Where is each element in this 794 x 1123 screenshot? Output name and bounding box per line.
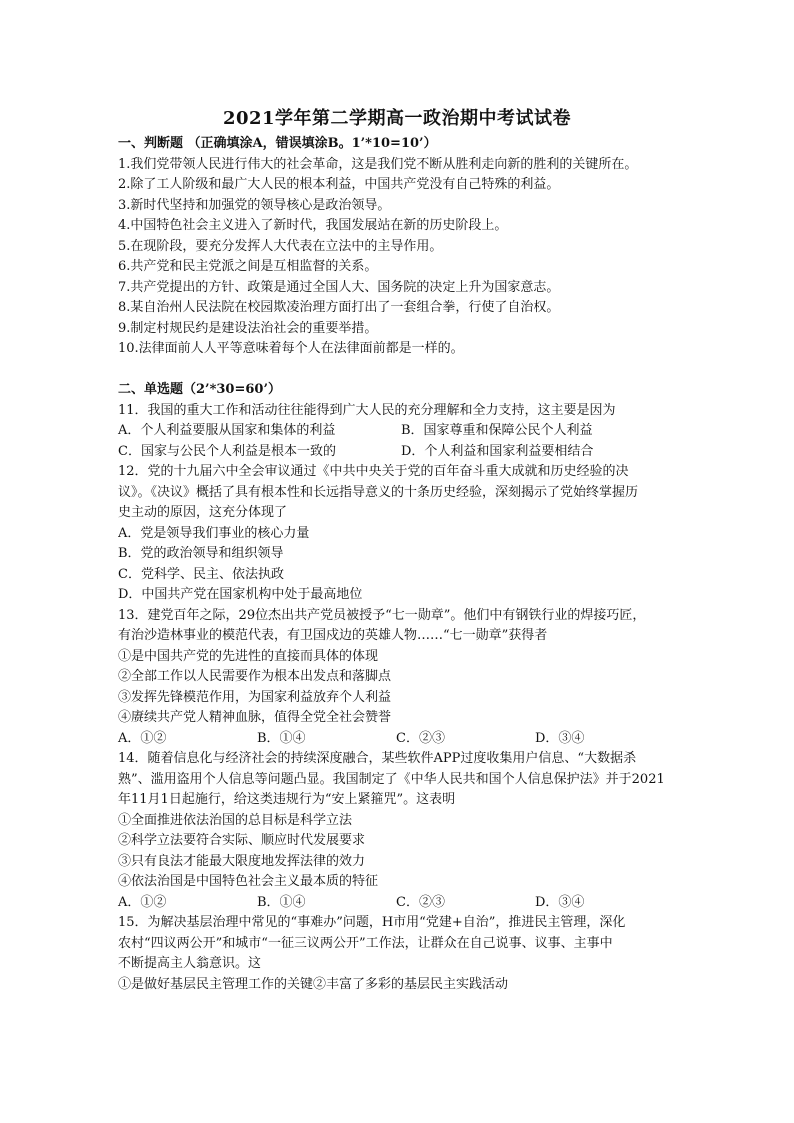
question-14-statement-3: ③只有良法才能最大限度地发挥法律的效力 xyxy=(118,853,366,869)
question-14-statement-2: ②科学立法要符合实际、顺应时代发展要求 xyxy=(118,833,366,848)
question-13-option-a: A．①② xyxy=(118,730,167,746)
page-title: 2021学年第二学期高一政治期中考试试卷 xyxy=(222,108,572,129)
question-12-stem-line-3: 史主动的原因，这充分体现了 xyxy=(118,505,288,520)
question-13-statement-1: ①是中国共产党的先进性的直接而具体的体现 xyxy=(118,648,379,664)
question-13-statement-2: ②全部工作以人民需要作为根本出发点和落脚点 xyxy=(118,669,392,684)
question-13-option-b: B．①④ xyxy=(257,730,306,746)
question-15-statements-1-2: ①是做好基层民主管理工作的关键②丰富了多彩的基层民主实践活动 xyxy=(118,976,509,992)
judgment-item-2: 2.除了工人阶级和最广大人民的根本利益，中国共产党没有自己特殊的利益。 xyxy=(118,177,560,192)
question-13-options xyxy=(118,729,684,750)
section-1-header: 一、判断题 （正确填涂A，错误填涂B。1’*10=10’） xyxy=(118,136,437,151)
question-11-options-row-1 xyxy=(118,421,684,442)
question-12-option-c: C．党科学、民主、依法执政 xyxy=(118,566,284,582)
question-12-option-d: D．中国共产党在国家机构中处于最高地位 xyxy=(118,587,363,602)
question-13-statement-4: ④赓续共产党人精神血脉，值得全党全社会赞誉 xyxy=(118,710,392,725)
question-14-option-c: C．②③ xyxy=(396,894,445,910)
question-11-options-row-2 xyxy=(118,442,684,463)
question-13-option-c: C．②③ xyxy=(396,730,445,746)
question-11-option-b: B．国家尊重和保障公民个人利益 xyxy=(401,423,593,438)
section-spacer xyxy=(118,360,684,381)
judgment-item-6: 6.共产党和民主党派之间是互相监督的关系。 xyxy=(118,259,378,274)
question-14-stem-line-2: 熟”、滥用盗用个人信息等问题凸显。我国制定了《中华人民共和国个人信息保护法》并于2021 xyxy=(118,771,665,787)
judgment-item-10: 10.法律面前人人平等意味着每个人在法律面前都是一样的。 xyxy=(118,341,464,356)
question-11-option-c: C．国家与公民个人利益是根本一致的 xyxy=(118,443,336,459)
judgment-item-3: 3.新时代坚持和加强党的领导核心是政治领导。 xyxy=(118,197,391,213)
question-13-stem-line-1: 13．建党百年之际，29位杰出共产党员被授予“七一勋章”。他们中有钢铁行业的焊接巧匠， xyxy=(118,607,646,623)
question-15-stem-line-2: 农村“四议两公开”和城市“一征三议两公开”工作法，让群众在自己说事、议事、主事中 xyxy=(118,935,613,951)
question-14-stem-line-3: 年11月1日起施行，给这类违规行为“安上紧箍咒”。这表明 xyxy=(118,792,456,807)
question-11-option-d: D．个人利益和国家利益要相结合 xyxy=(401,443,594,459)
judgment-item-4: 4.中国特色社会主义进入了新时代，我国发展站在新的历史阶段上。 xyxy=(118,218,508,233)
question-14-stem-line-1: 14．随着信息化与经济社会的持续深度融合，某些软件APP过度收集用户信息、“大数据杀 xyxy=(118,751,637,766)
judgment-item-8: 8.某自治州人民法院在校园欺凌治理方面打出了一套组合拳，行使了自治权。 xyxy=(118,300,560,315)
question-15-stem-line-1: 15．为解决基层治理中常见的“事难办”问题，H市用“党建+自治”，推进民主管理，深化 xyxy=(118,915,626,930)
question-14-option-b: B．①④ xyxy=(257,894,306,910)
judgment-item-9: 9.制定村规民约是建设法治社会的重要举措。 xyxy=(118,320,378,336)
judgment-item-1: 1.我们党带领人民进行伟大的社会革命，这是我们党不断从胜利走向新的胜利的关键所在。 xyxy=(118,156,638,172)
question-14-option-a: A．①② xyxy=(118,894,167,910)
question-14-statement-4: ④依法治国是中国特色社会主义最本质的特征 xyxy=(118,874,379,889)
question-11-option-a: A．个人利益要服从国家和集体的利益 xyxy=(118,423,336,438)
question-12-stem-line-1: 12．党的十九届六中全会审议通过《中共中央关于党的百年奋斗重大成就和历史经验的决 xyxy=(118,464,629,479)
question-13-stem-line-2: 有治沙造林事业的模范代表，有卫国戍边的英雄人物……“七一勋章”获得者 xyxy=(118,628,548,643)
question-13-statement-3: ③发挥先锋模范作用，为国家利益放弃个人利益 xyxy=(118,689,392,705)
section-2-header: 二、单选题（2’*30=60’） xyxy=(118,382,281,397)
judgment-item-5: 5.在现阶段，要充分发挥人大代表在立法中的主导作用。 xyxy=(118,238,443,254)
question-11-stem: 11．我国的重大工作和活动往往能得到广大人民的充分理解和全力支持，这主要是因为 xyxy=(118,402,616,418)
question-14-statement-1: ①全面推进依法治国的总目标是科学立法 xyxy=(118,812,353,828)
exam-content xyxy=(118,134,684,995)
question-14-options xyxy=(118,893,684,914)
question-15-stem-line-3: 不断提高主人翁意识。这 xyxy=(118,956,262,971)
question-12-stem-line-2: 议》。《决议》概括了具有根本性和长远指导意义的十条历史经验，深刻揭示了党始终掌握历 xyxy=(118,484,639,500)
question-12-option-b: B．党的政治领导和组织领导 xyxy=(118,546,284,561)
question-12-option-a: A．党是领导我们事业的核心力量 xyxy=(118,525,310,541)
judgment-item-7: 7.共产党提出的方针、政策是通过全国人大、国务院的决定上升为国家意志。 xyxy=(118,279,560,295)
question-14-option-d: D．③④ xyxy=(535,894,585,910)
question-13-option-d: D．③④ xyxy=(535,730,585,746)
